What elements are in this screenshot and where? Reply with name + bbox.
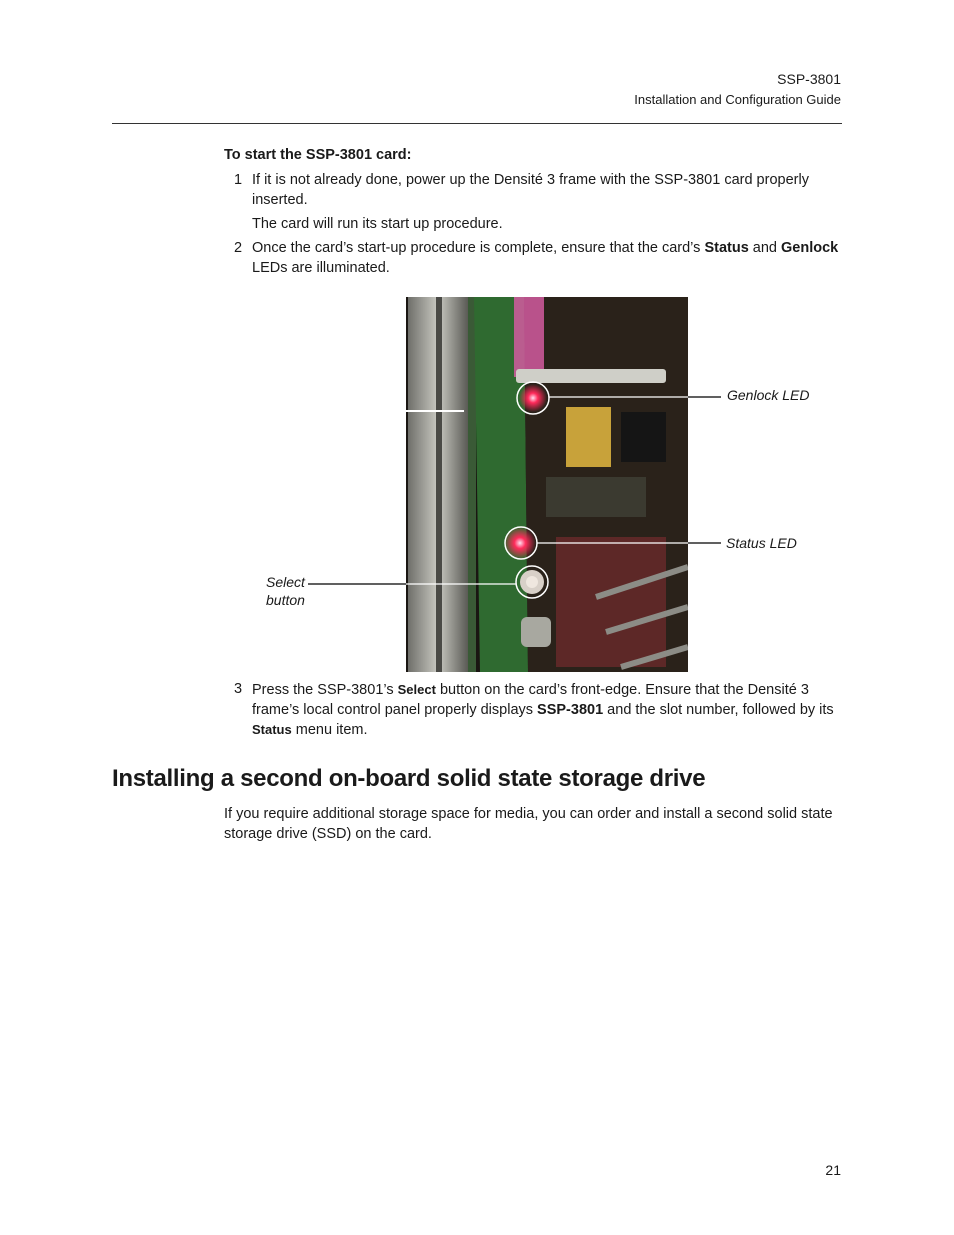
heatsink-gold — [566, 407, 611, 467]
red-board-region — [556, 537, 666, 667]
component-block — [546, 477, 646, 517]
step-2 — [234, 238, 844, 278]
genlock-term: Genlock — [781, 240, 839, 256]
step-number: 1 — [234, 172, 243, 188]
section-heading: Installing a second on-board solid state storage drive — [112, 765, 706, 792]
select-button-shade — [526, 576, 538, 588]
text-run: button on the card’s front-edge. Ensure that the Densité 3 frame’s local control panel properly displays — [252, 682, 809, 718]
header-subtitle: Installation and Configuration Guide — [634, 92, 841, 107]
section-paragraph: If you require additional storage space for media, you can order and install a second solid state storage drive (SSD) on the card. — [224, 806, 833, 842]
step-1-note: The card will run its start up procedure. — [252, 216, 503, 232]
step-text — [252, 680, 844, 741]
step-text — [252, 238, 844, 278]
select-label-line-2: button — [266, 592, 305, 608]
step-3 — [234, 680, 844, 741]
page-number: 21 — [825, 1162, 841, 1178]
text-run: and — [748, 240, 782, 256]
step-number: 3 — [234, 681, 243, 697]
step-text: If it is not already done, power up the Densité 3 frame with the SSP-3801 card properly inserted. — [252, 172, 809, 208]
select-button-label — [266, 573, 305, 609]
step-1 — [234, 170, 844, 210]
select-term: Select — [397, 682, 436, 697]
select-label-line-1: Select — [266, 574, 305, 590]
text-run: LEDs are illuminated. — [252, 260, 390, 276]
text-run: Once the card’s start-up procedure is complete, ensure that the card’s — [252, 240, 705, 256]
card-photo — [406, 297, 688, 672]
status-term: Status — [704, 240, 749, 256]
header-title: SSP-3801 — [777, 71, 841, 87]
light-pipe — [514, 297, 544, 377]
ssp-3801-term: SSP-3801 — [537, 701, 604, 718]
neighbor-card — [468, 297, 476, 672]
header-rule — [112, 123, 842, 124]
procedure-title: To start the SSP-3801 card: — [224, 147, 412, 163]
metal-bar — [516, 369, 666, 383]
status-menu-term: Status — [252, 722, 292, 738]
text-run: Press the SSP-3801’s — [252, 682, 398, 698]
status-led-label: Status LED — [726, 535, 797, 551]
genlock-led-label: Genlock LED — [727, 387, 810, 403]
text-run: and the slot number, followed by its — [603, 701, 834, 718]
text-run: menu item. — [291, 722, 368, 739]
frame-rail-edge — [436, 297, 442, 672]
genlock-led-glow — [519, 384, 547, 412]
chip — [621, 412, 666, 462]
step-number: 2 — [234, 240, 243, 256]
screw — [521, 617, 551, 647]
status-led-glow — [504, 527, 536, 559]
